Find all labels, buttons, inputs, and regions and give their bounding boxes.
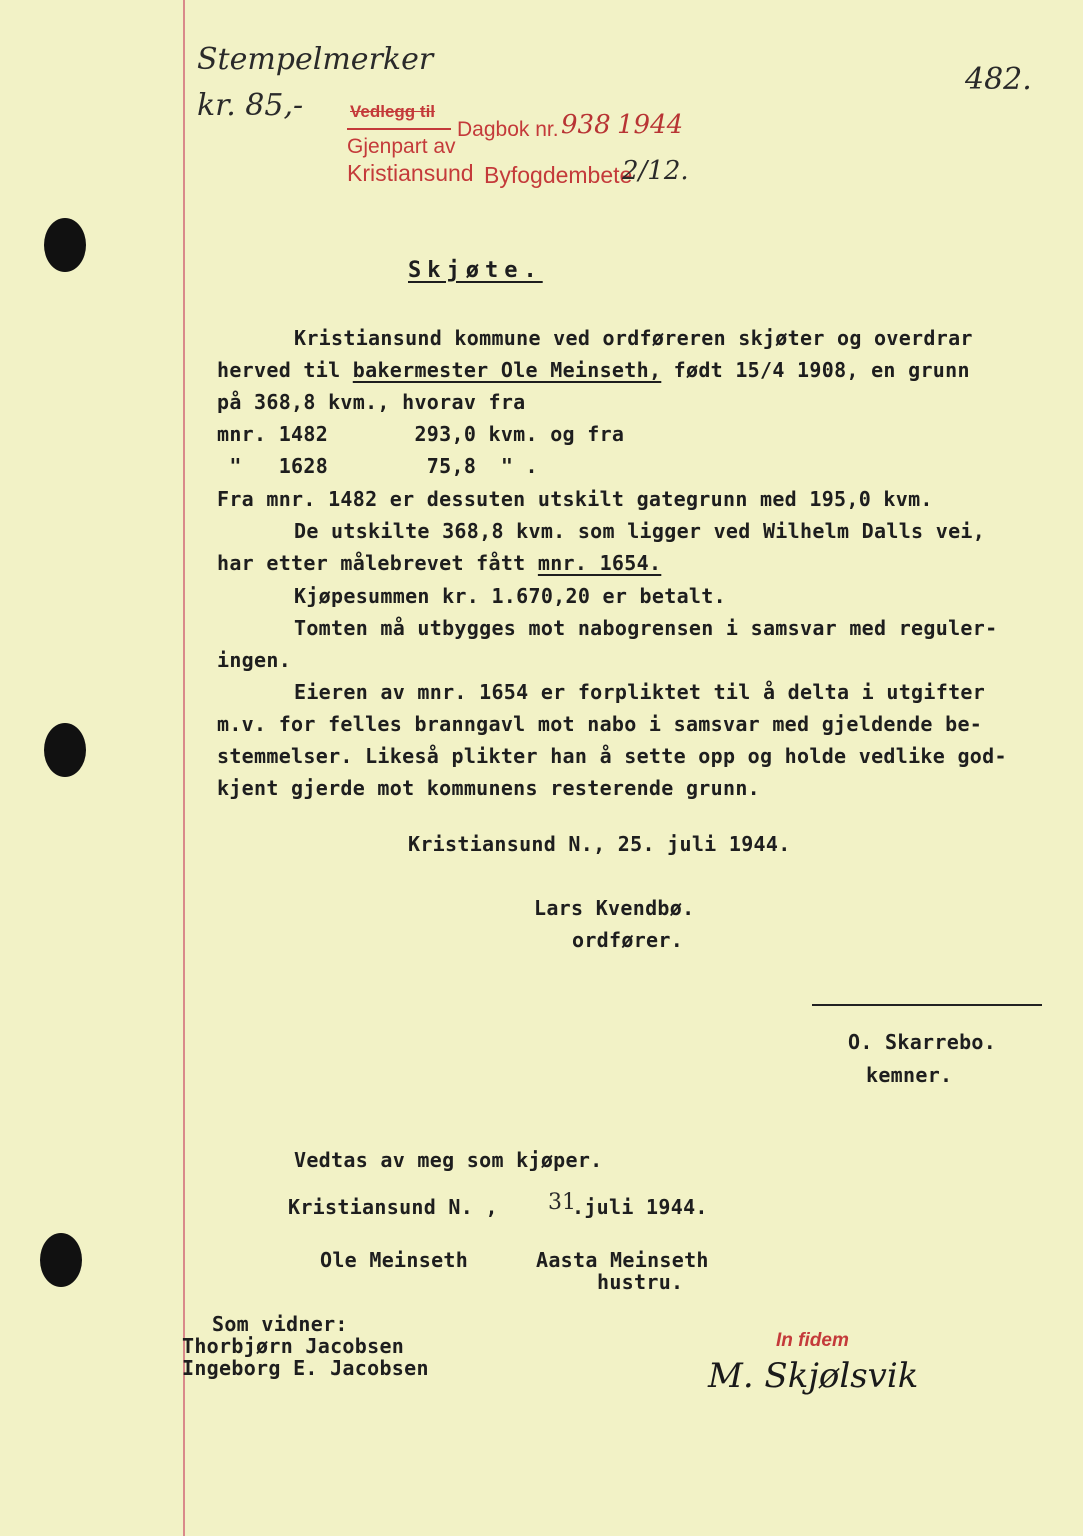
margin-line — [183, 0, 185, 1536]
body-line: m.v. for felles branngavl mot nabo i samsvar med gjeldende be- — [217, 712, 983, 736]
stamp-date-note: 2/12. — [622, 156, 689, 186]
lot-number-underlined: mnr. 1654. — [537, 551, 662, 575]
body-line: stemmelser. Likeså plikter han å sette opp og holde vedlike god- — [217, 744, 1007, 768]
signature-line — [812, 1004, 1042, 1006]
body-line: De utskilte 368,8 kvm. som ligger ved Wilhelm Dalls vei, — [294, 519, 986, 543]
buyer2-role: hustru. — [597, 1270, 684, 1294]
signer2-name: O. Skarrebo. — [848, 1030, 997, 1054]
acceptance-text: Vedtas av meg som kjøper. — [294, 1148, 603, 1172]
body-line: Tomten må utbygges mot nabogrensen i samsvar med reguler- — [294, 616, 998, 640]
buyer2-name: Aasta Meinseth — [536, 1248, 709, 1272]
signer1-title: ordfører. — [572, 928, 684, 952]
stamp-dagbok-label: Dagbok nr. — [457, 118, 559, 141]
punch-hole — [44, 723, 86, 777]
body-line: " 1628 75,8 " . — [217, 454, 538, 478]
stamp-kristiansund: Kristiansund — [347, 160, 474, 186]
witness-1: Thorbjørn Jacobsen — [182, 1334, 405, 1358]
acceptance-date: .juli 1944. — [572, 1195, 708, 1219]
acceptance-day: 31 — [548, 1190, 576, 1215]
body-line: kjent gjerde mot kommunens resterende grunn. — [217, 776, 761, 800]
buyer-name-underlined: bakermester Ole Meinseth, — [352, 358, 662, 382]
handwritten-signature: M. Skjølsvik — [708, 1356, 919, 1396]
document-title: Skjøte. — [408, 258, 543, 283]
body-line: har etter målebrevet fått mnr. 1654. — [217, 551, 662, 575]
stamp-year: 1944 — [617, 110, 684, 140]
stamp-struck-text: Vedlegg til — [350, 102, 436, 121]
stamp-dagbok-number: 938 — [561, 110, 611, 140]
in-fidem-stamp: In fidem — [776, 1330, 849, 1351]
body-line: Kjøpesummen kr. 1.670,20 er betalt. — [294, 584, 726, 608]
buyer1-name: Ole Meinseth — [320, 1248, 469, 1272]
body-line: Kristiansund kommune ved ordføreren skjøter og overdrar — [294, 326, 973, 350]
punch-hole — [40, 1233, 82, 1287]
signer1-name: Lars Kvendbø. — [534, 896, 695, 920]
body-line: herved til bakermester Ole Meinseth, født 15/4 1908, en grunn — [217, 358, 970, 382]
body-line: ingen. — [217, 648, 292, 672]
stamp-gjenpart: Gjenpart av — [347, 135, 456, 158]
witnesses-label: Som vidner: — [212, 1312, 348, 1336]
acceptance-place: Kristiansund N. , — [288, 1195, 498, 1219]
body-line: mnr. 1482 293,0 kvm. og fra — [217, 422, 625, 446]
handwritten-fee-note: kr. 85,- — [197, 88, 304, 123]
body-line: Fra mnr. 1482 er dessuten utskilt gategrunn med 195,0 kvm. — [217, 487, 933, 511]
page-number: 482. — [965, 62, 1032, 97]
stamp-rule — [347, 128, 451, 130]
body-line: Eieren av mnr. 1654 er forpliktet til å delta i utgifter — [294, 680, 986, 704]
signer2-title: kemner. — [866, 1063, 953, 1087]
dateline: Kristiansund N., 25. juli 1944. — [408, 832, 791, 856]
body-line: på 368,8 kvm., hvorav fra — [217, 390, 526, 414]
punch-hole — [44, 218, 86, 272]
witness-2: Ingeborg E. Jacobsen — [182, 1356, 429, 1380]
handwritten-stamp-note: Stempelmerker — [197, 42, 434, 77]
stamp-byfogdembete: Byfogdembete — [484, 162, 633, 188]
